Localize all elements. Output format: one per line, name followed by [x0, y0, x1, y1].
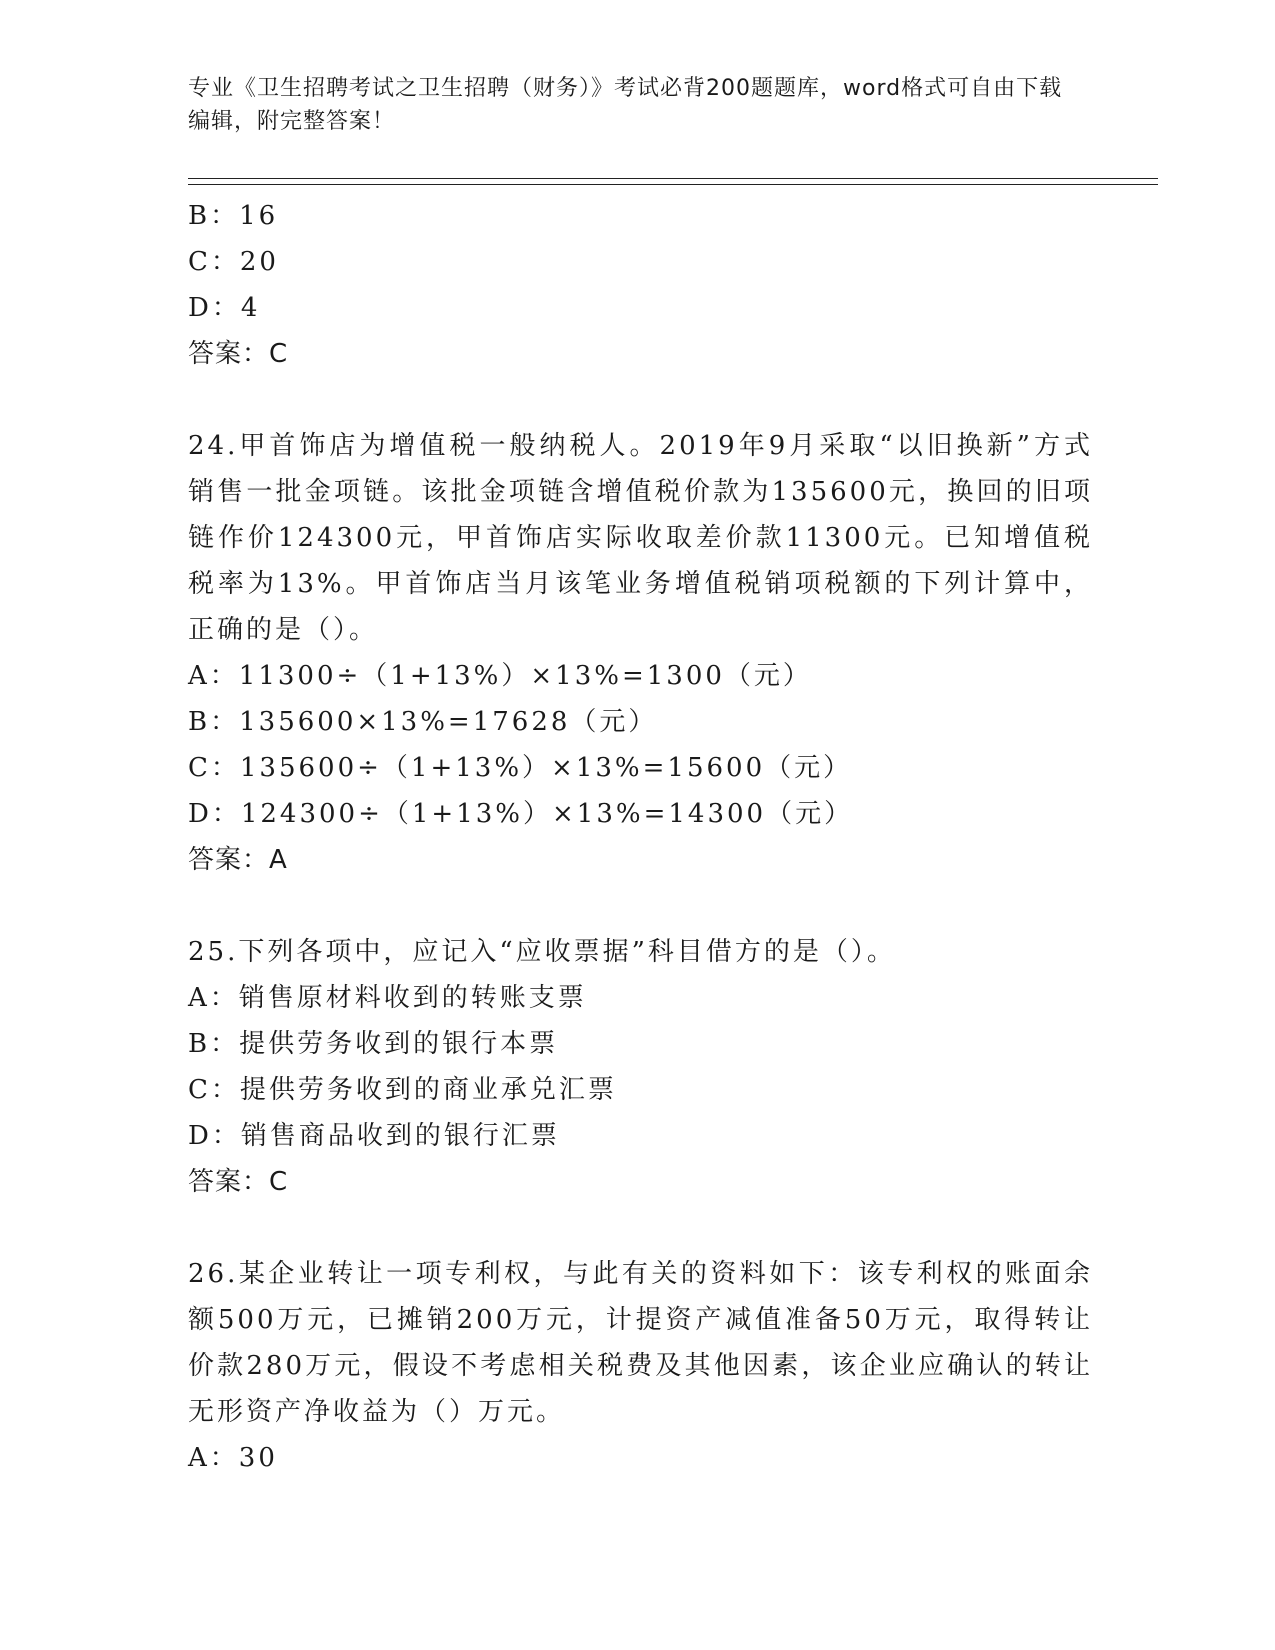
page-header: 专业《卫生招聘考试之卫生招聘（财务）》考试必背200题题库，word格式可自由下载编辑，附完整答案！ [188, 76, 1063, 134]
option-d: D：124300÷（1+13%）×13%=14300（元） [188, 799, 854, 829]
answer-line: 答案：C [188, 1167, 289, 1197]
question-24 [188, 423, 1093, 883]
header-divider [188, 178, 1158, 185]
question-26 [188, 1251, 1093, 1481]
option-b: B：提供劳务收到的银行本票 [188, 1029, 559, 1059]
option-b: B：135600×13%=17628（元） [188, 707, 658, 737]
option-b: B：16 [188, 201, 279, 231]
answer-line: 答案：A [188, 845, 288, 875]
option-a: A：销售原材料收到的转账支票 [188, 983, 587, 1013]
spacer [188, 377, 1093, 423]
question-stem: 24.甲首饰店为增值税一般纳税人。2019年9月采取“以旧换新”方式销售一批金项链。该批金项链含增值税价款为135600元，换回的旧项链作价124300元，甲首饰店实际收取差价款11300元。已知增值税税率为13%。甲首饰店当月该笔业务增值税销项税额的下列计算中，正确的是（）。 [188, 431, 1093, 645]
question-stem: 26.某企业转让一项专利权，与此有关的资料如下：该专利权的账面余额500万元，已摊销200万元，计提资产减值准备50万元，取得转让价款280万元，假设不考虑相关税费及其他因素，该企业应确认的转让无形资产净收益为（）万元。 [188, 1259, 1093, 1427]
option-c: C：20 [188, 247, 279, 277]
option-d: D：销售商品收到的银行汇票 [188, 1121, 560, 1151]
option-d: D：4 [188, 293, 261, 323]
option-c: C：135600÷（1+13%）×13%=15600（元） [188, 753, 853, 783]
option-c: C：提供劳务收到的商业承兑汇票 [188, 1075, 617, 1105]
option-a: A：30 [188, 1443, 278, 1473]
spacer [188, 1205, 1093, 1251]
question-stem: 25.下列各项中，应记入“应收票据”科目借方的是（）。 [188, 937, 896, 967]
option-a: A：11300÷（1+13%）×13%=1300（元） [188, 661, 812, 691]
question-list [188, 193, 1093, 1481]
question-23-tail [188, 193, 1093, 377]
spacer [188, 883, 1093, 929]
answer-line: 答案：C [188, 339, 289, 369]
question-25 [188, 929, 1093, 1205]
